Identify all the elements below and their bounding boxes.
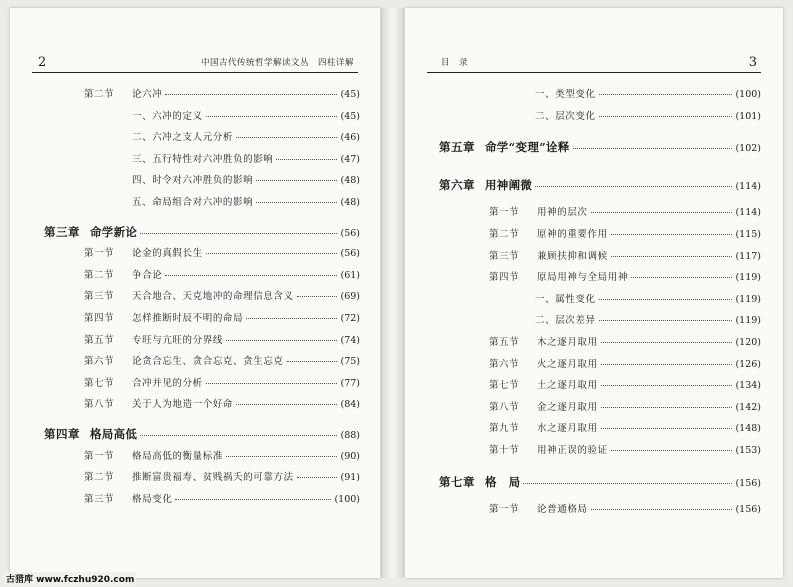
leader-dots [140, 233, 337, 234]
toc-page: (48) [340, 175, 360, 187]
toc-title: 格局高低的衡量标准 [132, 450, 223, 462]
leader-dots [601, 407, 733, 408]
toc-title: 格局变化 [132, 493, 173, 505]
book-spine [381, 8, 404, 578]
toc-page: (45) [340, 110, 360, 122]
toc-section [489, 420, 761, 434]
leader-dots [256, 202, 337, 203]
toc-title: 用神的层次 [537, 207, 588, 219]
leader-dots [226, 456, 338, 457]
toc-page: (101) [735, 110, 761, 122]
toc-title: 论六冲 [132, 89, 163, 100]
leader-dots [535, 186, 732, 187]
toc-number: 第六节 [489, 358, 520, 370]
leader-dots [601, 342, 733, 343]
toc-subentry [132, 194, 360, 208]
toc-page: (84) [340, 399, 360, 411]
toc-number: 第四节 [84, 313, 115, 324]
toc-section [84, 448, 360, 462]
toc-chapter [439, 139, 761, 155]
leader-dots [601, 364, 733, 365]
toc-title: 一、类型变化 [535, 89, 596, 100]
toc-number: 第七章 [439, 474, 475, 489]
toc-section [84, 86, 360, 100]
toc-number: 第二节 [84, 269, 115, 281]
toc-title: 火之逐月取用 [537, 358, 598, 370]
toc-page: (153) [735, 445, 761, 456]
toc-title: 一、属性变化 [535, 293, 596, 305]
toc-title: 命学“变理”诠释 [485, 140, 570, 155]
toc-title: 天合地合、天克地冲的命理信息含义 [132, 291, 294, 303]
leader-dots [573, 148, 733, 149]
leader-dots [601, 385, 733, 386]
toc-number: 第一节 [84, 248, 115, 260]
right-page [405, 8, 783, 578]
leader-dots [611, 234, 733, 235]
toc-number: 第六章 [439, 177, 475, 192]
toc-section [489, 377, 761, 391]
toc-page: (114) [735, 207, 761, 219]
leader-dots [591, 509, 733, 510]
toc-number: 第一节 [489, 504, 520, 516]
leader-dots [523, 483, 732, 484]
toc-subentry [535, 108, 761, 122]
leader-dots [631, 277, 733, 278]
toc-page: (117) [735, 250, 761, 262]
toc-number: 第七节 [489, 380, 520, 392]
leader-dots [297, 477, 338, 478]
toc-page: (115) [735, 229, 761, 240]
toc-title: 兼顾扶抑和调候 [537, 250, 608, 262]
toc-chapter [439, 177, 761, 193]
leader-dots [165, 275, 337, 276]
toc-title: 格 局 [485, 474, 521, 489]
toc-title: 土之逐月取用 [537, 380, 598, 392]
left-header [32, 50, 358, 73]
leader-dots [611, 450, 733, 451]
toc-number: 第五章 [439, 140, 475, 155]
toc-number: 第二节 [84, 472, 115, 484]
toc-section [84, 469, 360, 483]
toc-title: 格局高低 [90, 427, 138, 441]
toc-subentry [132, 129, 360, 143]
toc-subentry [535, 86, 761, 100]
toc-section [84, 375, 360, 389]
toc-title: 用神正误的验证 [537, 445, 608, 456]
toc-section [84, 245, 360, 259]
toc-subentry [132, 172, 360, 186]
toc-page: (56) [340, 227, 360, 239]
toc-title: 三、五行特性对六冲胜负的影响 [132, 153, 274, 165]
leader-dots [236, 137, 337, 138]
toc-page: (119) [735, 293, 761, 305]
toc-page: (74) [340, 334, 360, 346]
toc-section [84, 332, 360, 346]
toc-page: (47) [340, 153, 360, 165]
toc-page: (91) [340, 472, 360, 484]
toc-number: 第三节 [489, 250, 520, 262]
leader-dots [599, 116, 733, 117]
toc-page: (142) [735, 401, 761, 413]
toc-title: 一、六冲的定义 [132, 110, 203, 122]
toc-page: (56) [340, 248, 360, 260]
toc-subentry [535, 312, 761, 326]
toc-section [84, 267, 360, 281]
leader-dots [599, 299, 733, 300]
toc-number: 第十节 [489, 445, 520, 456]
toc-title: 命学新论 [90, 224, 138, 239]
page-number: 2 [38, 55, 47, 70]
toc-number: 第二节 [84, 89, 115, 100]
toc-chapter [439, 474, 761, 490]
toc-page: (72) [340, 313, 360, 324]
toc-title: 论贪合忘生、贪合忘克、贪生忘克 [132, 356, 284, 368]
toc-section [84, 396, 360, 410]
toc-page: (45) [340, 89, 360, 100]
toc-page: (148) [735, 423, 761, 435]
toc-number: 第三章 [44, 224, 80, 239]
toc-number: 第九节 [489, 423, 520, 435]
leader-dots [236, 404, 337, 405]
toc-title: 五、命局组合对六冲的影响 [132, 197, 254, 208]
watermark: 古猎库 www.fczhu920.com [4, 572, 136, 585]
leader-dots [287, 361, 338, 362]
leader-dots [599, 94, 733, 95]
toc-number: 第四章 [44, 427, 80, 441]
toc-page: (48) [340, 197, 360, 208]
toc-section [84, 288, 360, 302]
toc-number: 第四节 [489, 272, 520, 284]
toc-chapter [44, 224, 360, 240]
toc-title: 二、六冲之支人元分析 [132, 132, 234, 144]
leader-dots [206, 116, 338, 117]
toc-title: 四、时令对六冲胜负的影响 [132, 175, 254, 187]
toc-number: 第三节 [84, 291, 115, 303]
toc-number: 第八节 [489, 401, 520, 413]
toc-title: 原局用神与全局用神 [537, 272, 628, 284]
toc-number: 第六节 [84, 356, 115, 368]
toc-page: (102) [735, 143, 761, 155]
leader-dots [226, 340, 338, 341]
toc-page: (46) [340, 132, 360, 144]
toc-section [489, 442, 761, 456]
toc-section [489, 204, 761, 218]
running-header: 目 录 [441, 58, 469, 68]
toc-number: 第七节 [84, 377, 115, 389]
toc-number: 第一节 [489, 207, 520, 219]
leader-dots [165, 94, 337, 95]
toc-title: 二、层次差异 [535, 315, 596, 327]
toc-page: (156) [735, 477, 761, 489]
toc-title: 原神的重要作用 [537, 229, 608, 240]
page-number: 3 [748, 55, 757, 70]
leader-dots [206, 253, 338, 254]
leader-dots [297, 296, 338, 297]
toc-page: (75) [340, 356, 360, 368]
toc-number: 第五节 [489, 337, 520, 348]
toc-title: 木之逐月取用 [537, 337, 598, 348]
toc-page: (126) [735, 358, 761, 370]
running-header: 中国古代传统哲学解读文丛 四柱详解 [200, 58, 354, 68]
toc-section [489, 226, 761, 240]
toc-page: (119) [735, 315, 761, 327]
toc-page: (120) [735, 337, 761, 348]
toc-title: 怎样推断时辰不明的命局 [132, 313, 244, 324]
toc-section [489, 248, 761, 262]
toc-page: (77) [340, 377, 360, 389]
toc-title: 二、层次变化 [535, 110, 596, 122]
toc-page: (61) [340, 269, 360, 281]
toc-title: 金之逐月取用 [537, 401, 598, 413]
toc-section [489, 334, 761, 348]
toc-subentry [132, 108, 360, 122]
toc-title: 争合论 [132, 269, 163, 281]
toc-title: 论普通格局 [537, 504, 588, 516]
toc-section [489, 356, 761, 370]
leader-dots [206, 383, 338, 384]
toc-number: 第八节 [84, 399, 115, 411]
toc-section [84, 491, 360, 505]
leader-dots [256, 180, 337, 181]
toc-title: 论金的真假长生 [132, 248, 203, 260]
toc-page: (100) [735, 89, 761, 100]
leader-dots [175, 499, 331, 500]
leader-dots [599, 320, 733, 321]
toc-section [84, 353, 360, 367]
leader-dots [276, 159, 337, 160]
toc-title: 专旺与亢旺的分界线 [132, 334, 223, 346]
left-page [10, 8, 380, 578]
toc-section [489, 501, 761, 515]
toc-title: 关于人为地造一个好命 [132, 399, 234, 411]
toc-page: (88) [340, 430, 360, 441]
toc-page: (114) [735, 180, 761, 192]
leader-dots [601, 428, 733, 429]
toc-chapter [44, 426, 360, 442]
toc-number: 第二节 [489, 229, 520, 240]
leader-dots [140, 435, 337, 436]
toc-page: (119) [735, 272, 761, 284]
toc-number: 第三节 [84, 493, 115, 505]
toc-page: (69) [340, 291, 360, 303]
toc-title: 推断富贵福寿、贫贱祸夭的可靠方法 [132, 472, 294, 484]
toc-subentry [535, 291, 761, 305]
toc-title: 用神阐微 [485, 177, 533, 192]
toc-title: 水之逐月取用 [537, 423, 598, 435]
toc-page: (134) [735, 380, 761, 392]
toc-section [489, 269, 761, 283]
toc-number: 第五节 [84, 334, 115, 346]
toc-section [489, 399, 761, 413]
toc-title: 合冲并见的分析 [132, 377, 203, 389]
toc-section [84, 310, 360, 324]
toc-page: (156) [735, 504, 761, 516]
toc-subentry [132, 151, 360, 165]
toc-number: 第一节 [84, 450, 115, 462]
leader-dots [591, 212, 733, 213]
right-header [427, 50, 761, 73]
leader-dots [246, 318, 337, 319]
toc-page: (90) [340, 450, 360, 462]
toc-page: (100) [334, 493, 360, 505]
leader-dots [611, 256, 733, 257]
